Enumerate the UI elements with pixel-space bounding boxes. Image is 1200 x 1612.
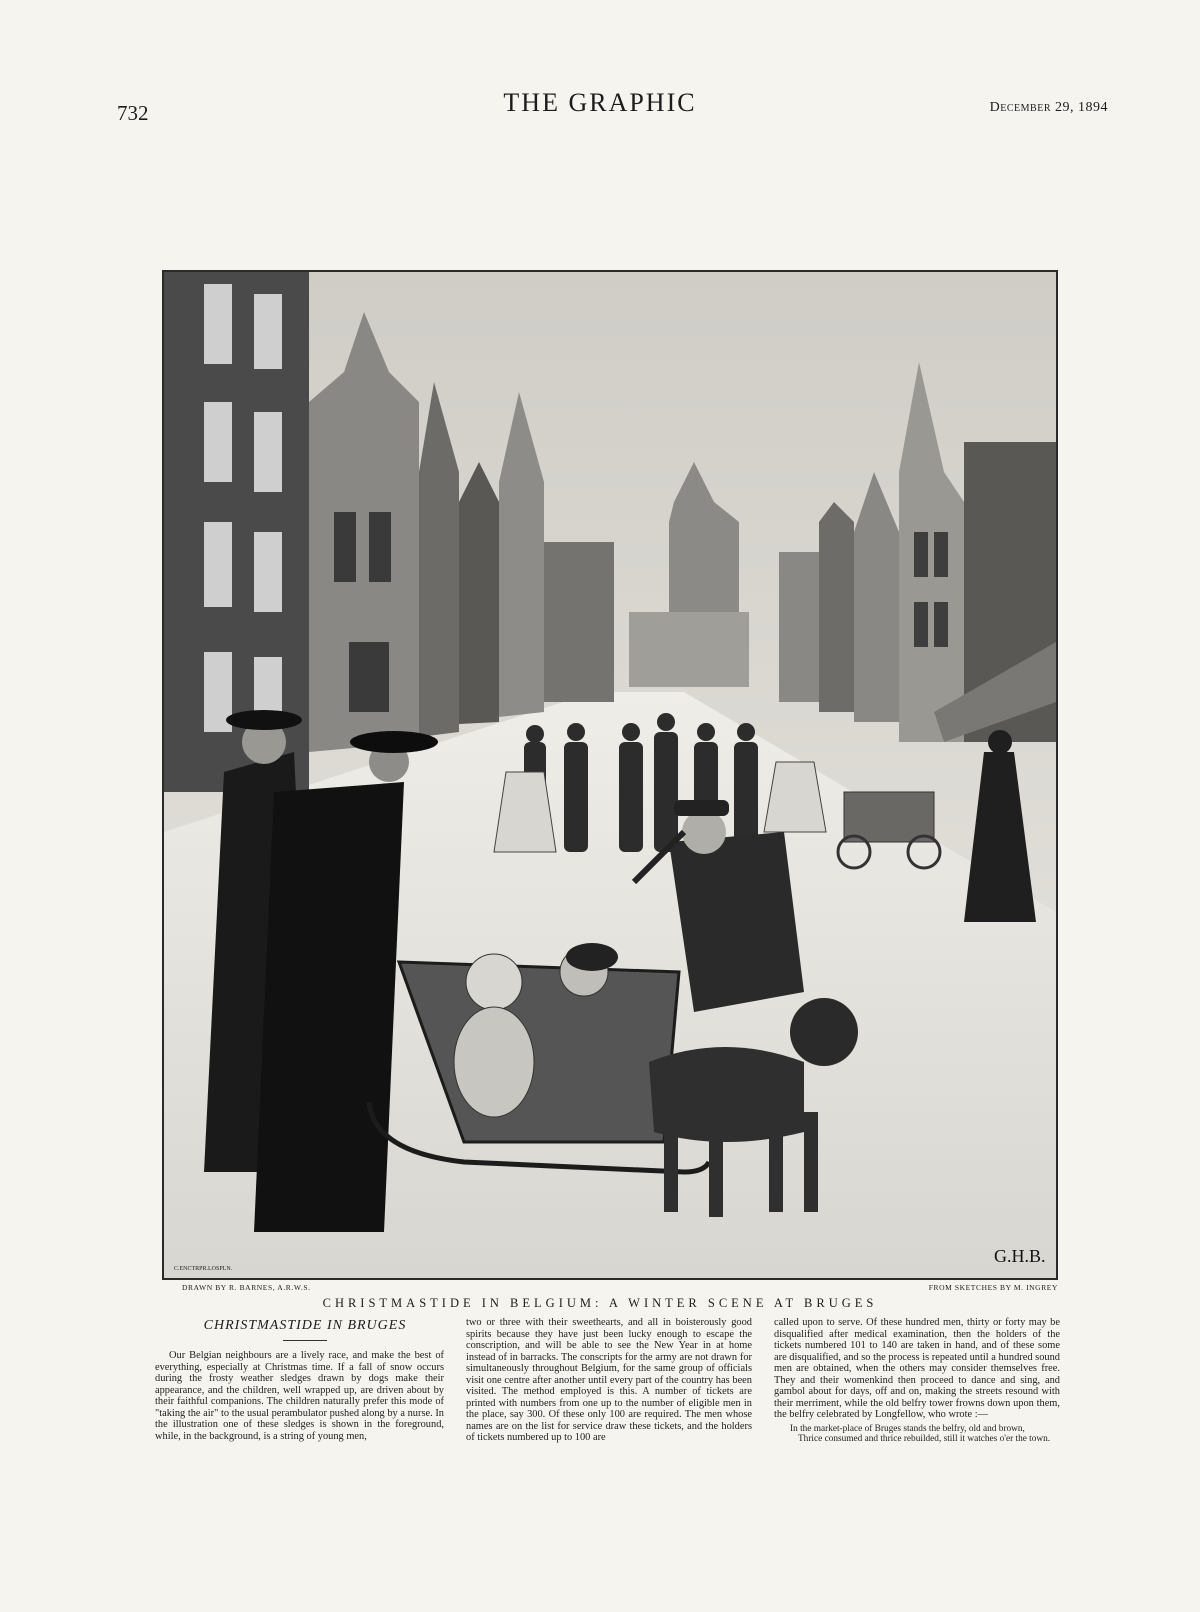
page-number: 732	[117, 101, 149, 125]
winter-scene-illustration	[162, 270, 1058, 1280]
issue-date: December 29, 1894	[989, 100, 1108, 115]
masthead: THE GRAPHIC	[503, 88, 697, 117]
engraver-signature: C.ENCTRPR.LOSPLN.	[174, 1266, 233, 1272]
verse-line-1: In the market-place of Bruges stands the belfry, old and brown,	[790, 1424, 1025, 1434]
article-column-2: two or three with their sweethearts, and all in boisterously good spirits because they have just been lucky enough to escape the conscription, and will be able to see the New Year in at home instead of in barracks. The conscripts for the army are not drawn for simultaneously throughout Belgium, for the same group of officials visit one centre after another until every part of the country has been visited. The method employed is this. A number of tickets are printed with numbers from one up to the number of eligible men in the place, say 300. Of these only 100 are required. The men whose names are on the list for service draw these tickets, and the holders of tickets numbered up to 100 are	[466, 1317, 752, 1443]
verse-line-2: Thrice consumed and thrice rebuilded, still it watches o'er the town.	[798, 1434, 1051, 1444]
longfellow-verse	[790, 1424, 1070, 1444]
article-column-3: called upon to serve. Of these hundred men, thirty or forty may be disqualified after medical examination, then the holders of the tickets numbered 101 to 140 are taken in hand, and of these some are disqualified, and so the process is repeated until a hundred sound men are obtained, when the others may consider themselves free. They and their womenkind then proceed to dance and sing, and gambol about for days, off and on, making the streets resound with their merriment, while the old belfry tower frowns down upon them, the belfry celebrated by Longfellow, who wrote :—	[774, 1317, 1060, 1420]
title-divider	[283, 1340, 327, 1341]
credit-drawn-by: DRAWN BY R. BARNES, A.R.W.S.	[182, 1283, 311, 1292]
credit-sketches-by: FROM SKETCHES BY M. INGREY	[928, 1283, 1058, 1292]
artist-monogram: G.H.B.	[994, 1246, 1046, 1266]
article-title: CHRISTMASTIDE IN BRUGES	[203, 1318, 407, 1333]
illustration-caption: CHRISTMASTIDE IN BELGIUM: A WINTER SCENE AT BRUGES	[322, 1296, 878, 1310]
article-column-1: Our Belgian neighbours are a lively race, and make the best of everything, especially at Christmas time. If a fall of snow occurs during the frosty weather sledges drawn by dogs make their appearance, and the children, well wrapped up, are driven about by their faithful companions. The children naturally prefer this mode of "taking the air" to the usual perambulator pushed along by a nurse. In the illustration one of these sledges is shown in the foreground, while, in the background, is a string of young men,	[155, 1350, 444, 1442]
engraving-drawing	[164, 272, 1056, 1278]
